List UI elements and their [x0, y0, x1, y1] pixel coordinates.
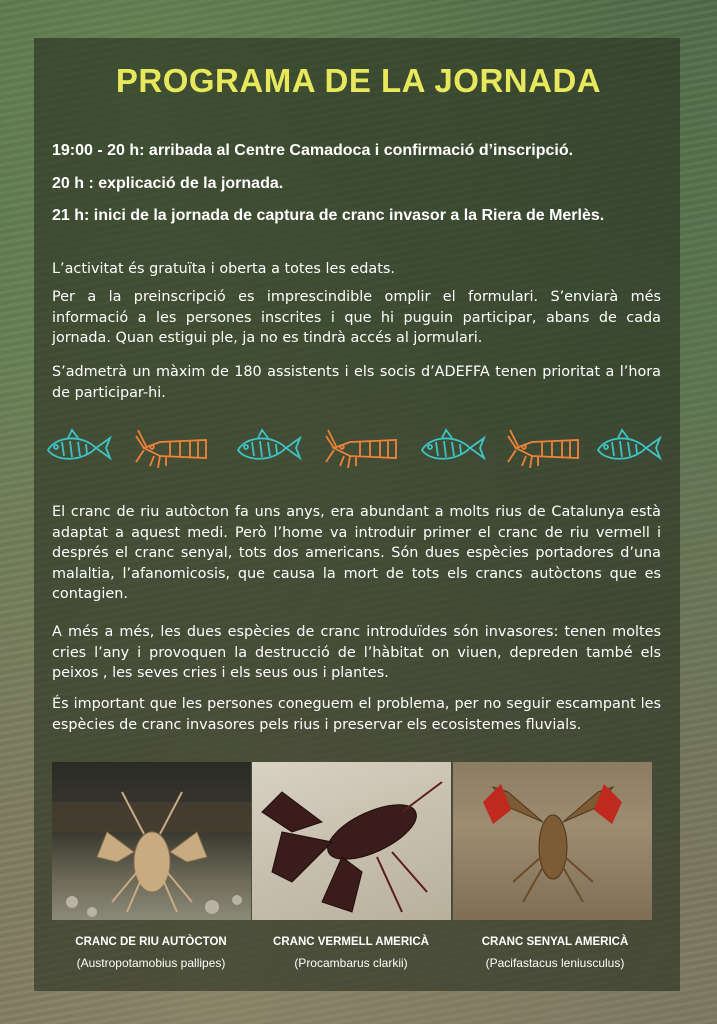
info-paragraph: L’activitat és gratuïta i oberta a totes les edats. — [52, 261, 395, 277]
body-paragraph: És important que les persones coneguem el problema, per no seguir escampant les espècies de cranc invasores pels rius i preservar els ecosistemes fluvials. — [52, 696, 661, 733]
fish-icon — [418, 426, 486, 470]
schedule-item: 21 h: inici de la jornada de captura de cranc invasor a la Riera de Merlès. — [52, 207, 605, 224]
shrimp-icon — [134, 426, 210, 470]
species-scientific-name: (Procambarus clarkii) — [294, 956, 408, 970]
fish-icon — [594, 426, 662, 470]
species-name: CRANC VERMELL AMERICÀ — [273, 936, 429, 948]
info-paragraph: S’admetrà un màxim de 180 assistents i els socis d’ADEFFA tenen prioritat a l’hora de participar-hi. — [52, 364, 661, 401]
body-paragraph: A més a més, les dues espècies de cranc introduïdes són invasores: tenen moltes cries l’any i provoquen la destrucció de l’hàbitat on viuen, depreden també els peixos , les seves cries i els seus ous i plantes. — [52, 624, 661, 681]
fish-icon — [234, 426, 302, 470]
page-title: PROGRAMA DE LA JORNADA — [115, 62, 602, 99]
red-swamp-crayfish-photo — [252, 762, 451, 920]
species-scientific-name: (Pacifastacus leniusculus) — [485, 956, 625, 970]
info-paragraph: Per a la preinscripció es imprescindible omplir el formulari. S’enviarà més informació a les persones inscrites i que hi puguin participar, abans de cada jornada. Quan estigui ple, ja no es tindrà accés al jormulari. — [52, 289, 661, 346]
shrimp-icon — [324, 426, 400, 470]
decorative-icon-row — [44, 426, 664, 474]
signal-crayfish-photo — [453, 762, 652, 920]
schedule-item: 20 h : explicació de la jornada. — [52, 175, 284, 192]
species-name: CRANC DE RIU AUTÒCTON — [75, 936, 227, 948]
schedule-item: 19:00 - 20 h: arribada al Centre Camadoca i confirmació d’inscripció. — [52, 142, 574, 159]
native-crayfish-photo — [52, 762, 251, 920]
species-name: CRANC SENYAL AMERICÀ — [481, 936, 629, 948]
body-paragraph: El cranc de riu autòcton fa uns anys, era abundant a molts rius de Catalunya està adaptat a aquest medi. Però l’home va introduir primer el cranc de riu vermell i després el cranc senyal, tots dos americans. Són dues espècies portadores d’una malaltia, l’afanomicosis, que causa la mort de tots els crancs autòctons que es contagien. — [52, 504, 661, 602]
species-scientific-name: (Austropotamobius pallipes) — [76, 956, 226, 970]
shrimp-icon — [506, 426, 582, 470]
fish-icon — [44, 426, 112, 470]
